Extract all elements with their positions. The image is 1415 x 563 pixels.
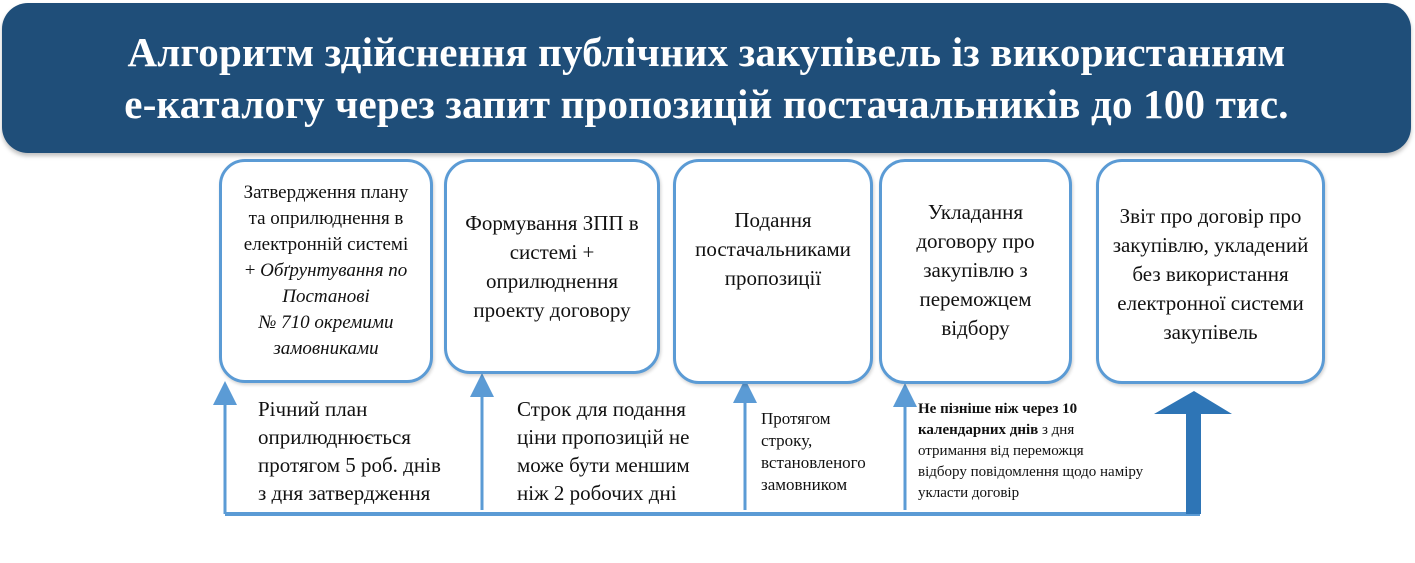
step-2-line-2: системі + xyxy=(509,239,595,264)
step-1-italic-1: Обґрунтування по xyxy=(260,260,408,281)
note-3-line-4: замовником xyxy=(761,475,848,494)
step-box-zpp xyxy=(444,159,660,374)
note-3-line-3: встановленого xyxy=(761,453,866,472)
note-4-line-4: відбору повідомлення щодо наміру xyxy=(918,464,1144,480)
note-2-line-4: ніж 2 робочих дні xyxy=(517,481,677,505)
step-5-line-5: закупівель xyxy=(1163,320,1258,344)
note-annual-plan xyxy=(258,395,441,507)
step-2-line-3: оприлюднення xyxy=(486,268,618,293)
step-1-line-1: Затвердження плану xyxy=(243,182,409,203)
step-5-line-3: без використання xyxy=(1132,262,1289,286)
note-4-line-3: отримання від переможця xyxy=(918,443,1084,459)
note-2-line-3: може бути меншим xyxy=(517,453,690,477)
note-2-line-1: Строк для подання xyxy=(517,397,686,421)
note-term xyxy=(761,408,866,496)
note-4-line-2 xyxy=(918,420,1143,441)
step-1-plus: + xyxy=(244,260,261,281)
step-4-line-2: договору про xyxy=(916,229,1035,253)
note-deadline xyxy=(517,395,690,507)
step-box-contract xyxy=(879,159,1072,384)
note-contract-deadline xyxy=(918,399,1143,504)
note-3-line-2: строку, xyxy=(761,431,813,450)
note-4-line-5: укласти договір xyxy=(918,485,1020,501)
step-3-line-2: постачальниками xyxy=(695,237,851,261)
step-5-line-4: електронної системи xyxy=(1117,291,1304,315)
step-5-line-2: закупівлю, укладений xyxy=(1112,233,1309,257)
step-4-line-3: закупівлю з xyxy=(923,258,1028,282)
big-up-arrow xyxy=(1154,391,1232,514)
step-box-plan xyxy=(219,159,433,383)
step-3-line-1: Подання xyxy=(734,208,812,232)
step-box-submission xyxy=(673,159,873,384)
step-box-report xyxy=(1096,159,1325,384)
step-1-italic-4: замовниками xyxy=(273,338,379,359)
note-1-line-1: Річний план xyxy=(258,397,368,421)
step-4-line-5: відбору xyxy=(941,316,1010,340)
step-3-line-3: пропозиції xyxy=(724,266,822,290)
step-2-line-4: проекту договору xyxy=(473,297,631,322)
step-1-italic-3: № 710 окремими xyxy=(258,312,394,333)
step-1-line-2: та оприлюднення в xyxy=(248,208,404,229)
step-1-italic-2: Постанові xyxy=(282,286,370,307)
step-1-line-3: електронній системі xyxy=(243,234,409,255)
step-4-line-4: переможцем xyxy=(919,287,1032,311)
note-4-bold-line: Не пізніше ніж через 10 xyxy=(918,401,1078,417)
step-5-line-1: Звіт про договір про xyxy=(1119,204,1302,228)
step-2-line-1: Формування ЗПП в xyxy=(465,210,639,235)
note-2-line-2: ціни пропозицій не xyxy=(517,425,690,449)
note-4-bold-days: календарних днів xyxy=(918,422,1039,438)
note-1-line-4: з дня затвердження xyxy=(258,481,431,505)
title-line-1: Алгоритм здійснення публічних закупівель із використанням xyxy=(127,29,1286,75)
title-line-2: е-каталогу через запит пропозицій постачальників до 100 тис. xyxy=(124,81,1289,127)
step-4-line-1: Укладання xyxy=(927,200,1024,224)
note-4-rest: з дня xyxy=(1038,422,1075,438)
note-1-line-2: оприлюднюється xyxy=(258,425,411,449)
step-1-line-4 xyxy=(245,258,408,284)
note-3-line-1: Протягом xyxy=(761,409,831,428)
note-1-line-3: протягом 5 роб. днів xyxy=(258,453,441,477)
